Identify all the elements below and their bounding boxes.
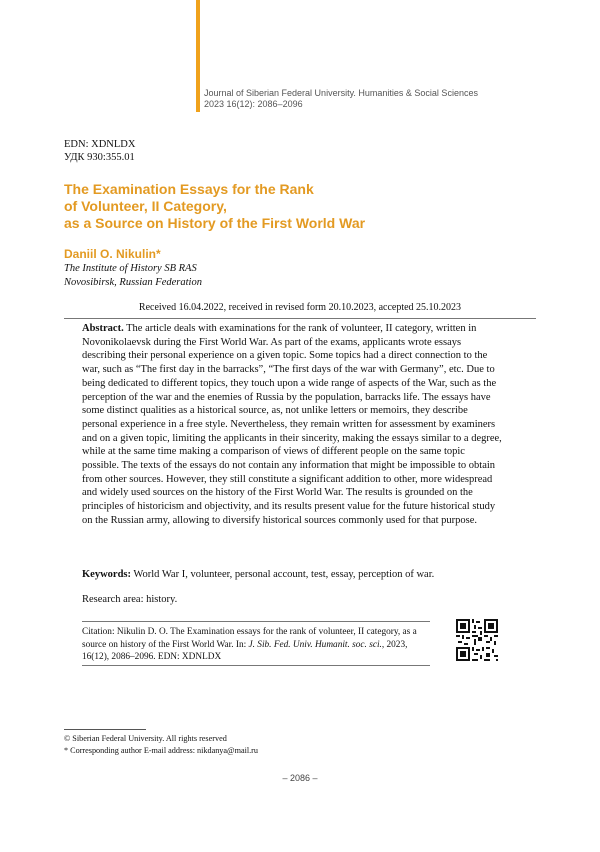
title-line: of Volunteer, II Category, xyxy=(64,198,227,214)
abstract-text: The article deals with examinations for the rank of volunteer, II category, written in Novonikolaevsk during the First World War. As part of the exams, applicants wrote essays describing their personal experience on a given topic. Some topics had a direct connection to the war, such as “The first day in the barracks”, “The first days of the war with Germany”, etc. Due to being dedicated to different topics, they touch upon a wide range of aspects of the War, such as the perception of the war and the enemies of Russia by the population, barracks life. The essays have some distinct qualities as a historical source, as, not unlike letters or memoirs, they describe personal experience in a free style. Nevertheless, they remain written for assessment by examiners and on a given topic, limiting the applicants in their sincerity, making the essays similar to a degree, while at the same time making a comparison of views of different people on the same topic possible. The texts of the essays do not contain any information that might be impossible to obtain from other sources. However, they still constitute a significant addition to other, more widespread and widely used sources on the history of the First World War. The results is grounded on the principles of historicism and objectivity, and its results present value for the future historical study on the Russian army, allowing to diversify historical sources commonly used for that purpose. xyxy=(82,323,502,526)
author-affiliation xyxy=(64,262,202,290)
received-dates: Received 16.04.2022, received in revised form 20.10.2023, accepted 25.10.2023 xyxy=(138,302,462,313)
citation-journal: J. Sib. Fed. Univ. Humanit. soc. sci. xyxy=(248,639,382,650)
author-name: Daniil O. Nikulin* xyxy=(64,247,161,261)
title-line: The Examination Essays for the Rank xyxy=(64,181,314,197)
keywords-text: World War I, volunteer, personal account, test, essay, perception of war. xyxy=(131,569,435,580)
citation-bottom-rule xyxy=(82,665,430,666)
affiliation-institute: The Institute of History SB RAS xyxy=(64,263,197,274)
citation-prefix: Citation: Nikulin D. O. The Examination essays for the rank of volunteer, II category, as a source on history of the First World War. In: xyxy=(82,627,417,650)
citation-suffix: , 2023, 16(12), 2086–2096. EDN: XDNLDX xyxy=(82,639,408,663)
article-identifiers xyxy=(64,138,135,164)
edn-code: EDN: XDNLDX xyxy=(64,139,136,150)
title-line: as a Source on History of the First World War xyxy=(64,215,366,231)
affiliation-location: Novosibirsk, Russian Federation xyxy=(64,277,202,288)
footnotes xyxy=(64,733,258,757)
keywords-label: Keywords: xyxy=(82,569,131,580)
header-accent-bar xyxy=(196,0,200,112)
research-area: Research area: history. xyxy=(82,594,178,605)
keywords xyxy=(82,569,512,580)
qr-code-icon[interactable] xyxy=(456,619,498,661)
abstract xyxy=(82,322,502,528)
citation xyxy=(82,626,432,664)
citation-top-rule xyxy=(82,621,430,622)
abstract-top-rule xyxy=(64,318,536,319)
journal-name: Journal of Siberian Federal University. Humanities & Social Sciences xyxy=(204,88,478,98)
corresponding-author-note: * Corresponding author E-mail address: nikdanya@mail.ru xyxy=(64,746,258,755)
journal-issue: 2023 16(12): 2086–2096 xyxy=(204,99,303,109)
article-title xyxy=(64,181,424,232)
copyright-notice: © Siberian Federal University. All rights reserved xyxy=(64,734,227,743)
footnote-rule xyxy=(64,729,146,730)
udk-code: УДК 930:355.01 xyxy=(64,152,135,163)
journal-header xyxy=(204,88,478,110)
page-number: – 2086 – xyxy=(282,773,318,783)
abstract-label: Abstract. xyxy=(82,323,124,334)
